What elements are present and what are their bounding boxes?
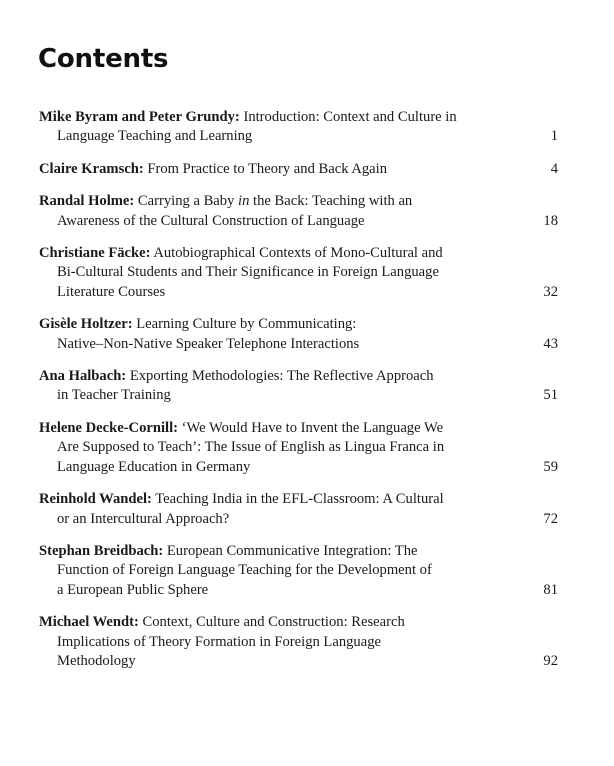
- toc-page-number: 81: [543, 581, 558, 598]
- toc-page-number: 1: [550, 128, 558, 145]
- toc-page-number: 92: [543, 652, 558, 669]
- toc-entry-author: Mike Byram and Peter Grundy:: [39, 109, 240, 125]
- toc-page-number: 72: [543, 510, 558, 527]
- toc-entry-line: Function of Foreign Language Teaching for the Development of: [57, 562, 432, 579]
- toc-entry-text: [39, 192, 412, 231]
- toc-entry-author: Reinhold Wandel:: [39, 491, 152, 508]
- toc-entry-first-line: Mike Byram and Peter Grundy: Introduction: Context and Culture in: [39, 109, 457, 125]
- toc-page-number: 4: [550, 160, 558, 177]
- toc-entry-line: Implications of Theory Formation in Foreign Language: [57, 633, 381, 650]
- toc-entry-italic-run: in: [238, 193, 250, 210]
- toc-entry-first-line: Randal Holme: Carrying a Baby in the Back: Teaching with an: [39, 193, 413, 210]
- toc-entry-text: [39, 542, 432, 600]
- page-title: Contents: [38, 44, 169, 74]
- toc-entry-author: Helene Decke-Cornill:: [39, 419, 179, 436]
- toc-entry-text: [39, 490, 444, 529]
- toc-entry[interactable]: [39, 490, 558, 529]
- toc-entry-first-line: Helene Decke-Cornill: ‘We Would Have to Invent the Language We: [39, 419, 444, 436]
- toc-entry-author: Stephan Breidbach:: [39, 542, 164, 559]
- toc-entry-line: or an Intercultural Approach?: [57, 510, 230, 527]
- toc-entry-line: in Teacher Training: [57, 387, 171, 404]
- toc-page-number: 32: [543, 283, 558, 300]
- toc-entry-first-line: Reinhold Wandel: Teaching India in the EFL-Classroom: A Cultural: [39, 491, 444, 508]
- toc-entry-text: [39, 160, 387, 179]
- toc-entry-line: Literature Courses: [57, 283, 166, 300]
- toc-entry[interactable]: [39, 367, 558, 406]
- toc-entry-author: Gisèle Holtzer:: [39, 316, 133, 333]
- toc-entry-first-line: Stephan Breidbach: European Communicative Integration: The: [39, 542, 418, 559]
- toc-entry-text: [39, 244, 443, 302]
- toc-entry[interactable]: [39, 244, 558, 302]
- toc-entry-author: Claire Kramsch:: [39, 160, 144, 177]
- toc-entry-author: Michael Wendt:: [39, 614, 139, 631]
- toc-entry[interactable]: [39, 613, 558, 671]
- toc-entry-line: Bi-Cultural Students and Their Significance in Foreign Language: [57, 264, 439, 281]
- toc-entry-author: Ana Halbach:: [39, 368, 127, 385]
- toc-entry-line: Language Teaching and Learning: [57, 128, 253, 145]
- toc-entry[interactable]: [39, 108, 558, 147]
- toc-entry-line: Awareness of the Cultural Construction of Language: [57, 212, 365, 229]
- toc-entry-author: Randal Holme:: [39, 193, 135, 210]
- toc-entry-text: [39, 367, 434, 406]
- toc-page-number: 43: [543, 335, 558, 352]
- toc-entry[interactable]: [39, 192, 558, 231]
- toc-entry-first-line: Christiane Fäcke: Autobiographical Contexts of Mono-Cultural and: [39, 245, 443, 262]
- toc-entry-author: Christiane Fäcke:: [39, 245, 151, 262]
- toc-page-number: 59: [543, 458, 558, 475]
- toc-entry-text: [39, 315, 359, 354]
- toc-entry[interactable]: [39, 419, 558, 477]
- toc-entry-line: Native–Non-Native Speaker Telephone Interactions: [57, 335, 360, 352]
- toc-entry-first-line: Michael Wendt: Context, Culture and Construction: Research: [39, 614, 405, 631]
- toc-entry-line: a European Public Sphere: [57, 581, 209, 598]
- toc-page-number: 51: [543, 387, 558, 404]
- toc-entry-text: [39, 613, 405, 671]
- table-of-contents: [38, 108, 558, 671]
- toc-entry-text: [39, 108, 457, 147]
- toc-entry[interactable]: [39, 315, 558, 354]
- toc-entry-text: [39, 419, 444, 477]
- toc-entry-line: Language Education in Germany: [57, 458, 251, 475]
- toc-entry-first-line: Ana Halbach: Exporting Methodologies: The Reflective Approach: [39, 368, 434, 385]
- toc-entry-first-line: Gisèle Holtzer: Learning Culture by Communicating:: [39, 316, 357, 333]
- toc-entry[interactable]: [39, 542, 558, 600]
- toc-entry[interactable]: [39, 160, 558, 179]
- toc-page-number: 18: [543, 212, 558, 229]
- toc-entry-line: Methodology: [57, 652, 136, 669]
- toc-entry-line: Are Supposed to Teach’: The Issue of English as Lingua Franca in: [57, 439, 445, 456]
- toc-entry-first-line: Claire Kramsch: From Practice to Theory and Back Again: [39, 160, 388, 177]
